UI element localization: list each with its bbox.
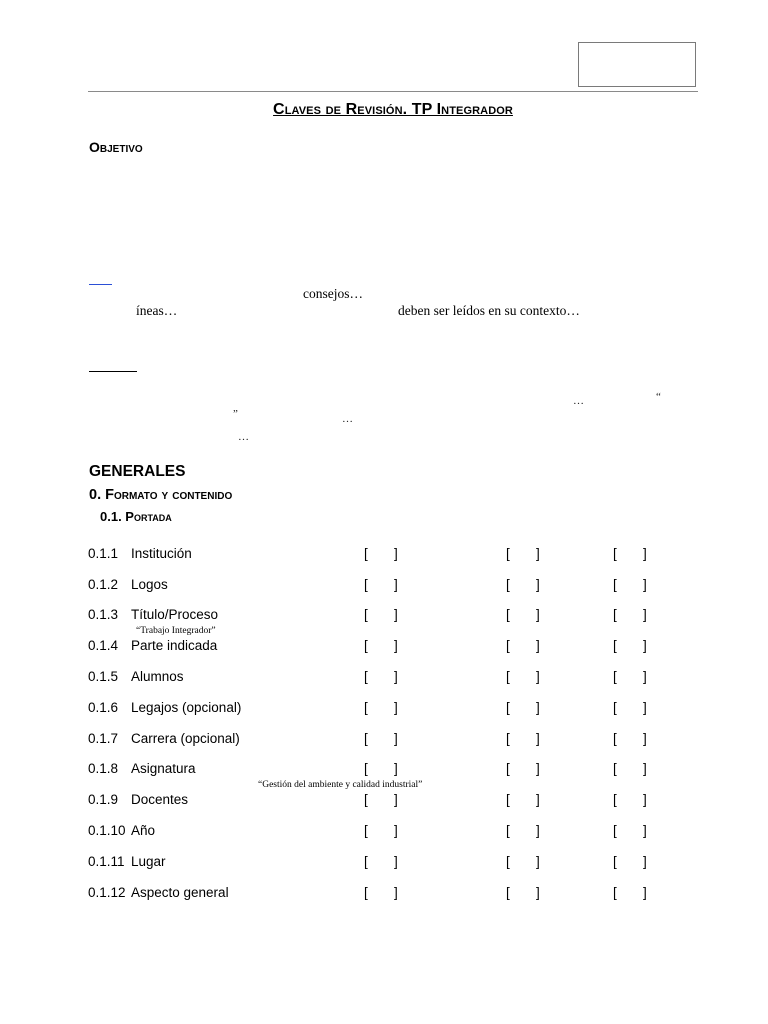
checklist-row xyxy=(0,823,768,845)
underline-mark xyxy=(89,371,137,372)
row-label: Docentes xyxy=(131,792,189,807)
check-box-2[interactable]: [ ] xyxy=(506,854,540,869)
check-box-3[interactable]: [ ] xyxy=(613,700,647,715)
check-box-1[interactable]: [ ] xyxy=(364,792,398,807)
check-box-3[interactable]: [ ] xyxy=(613,669,647,684)
fragment-ellipsis-a: … xyxy=(573,395,584,407)
check-box-2[interactable]: [ ] xyxy=(506,700,540,715)
row-label: Título/Proceso xyxy=(131,607,219,622)
row-number: 0.1.11 xyxy=(88,854,125,869)
section-formato: 0. Formato y contenido xyxy=(89,487,233,503)
check-box-1[interactable]: [ ] xyxy=(364,607,398,622)
row-number: 0.1.9 xyxy=(88,792,119,807)
checklist-row xyxy=(0,638,768,660)
row-label: Institución xyxy=(131,546,192,561)
check-box-2[interactable]: [ ] xyxy=(506,607,540,622)
fragment-ellipsis-b: … xyxy=(342,413,353,425)
check-box-2[interactable]: [ ] xyxy=(506,669,540,684)
row-number: 0.1.2 xyxy=(88,577,119,592)
header-box xyxy=(578,42,696,87)
row-label: Asignatura xyxy=(131,761,196,776)
link-underline[interactable] xyxy=(89,284,112,285)
note-gestion-ambiente: “Gestión del ambiente y calidad industrial” xyxy=(258,780,423,790)
row-number: 0.1.10 xyxy=(88,823,126,838)
check-box-3[interactable]: [ ] xyxy=(613,577,647,592)
checklist-row xyxy=(0,669,768,691)
row-number: 0.1.6 xyxy=(88,700,119,715)
checklist-row xyxy=(0,854,768,876)
checklist-row xyxy=(0,731,768,753)
row-label: Carrera (opcional) xyxy=(131,731,240,746)
row-number: 0.1.12 xyxy=(88,885,126,900)
check-box-2[interactable]: [ ] xyxy=(506,731,540,746)
checklist-row xyxy=(0,700,768,722)
section-portada: 0.1. Portada xyxy=(100,509,172,524)
check-box-3[interactable]: [ ] xyxy=(613,885,647,900)
check-box-1[interactable]: [ ] xyxy=(364,823,398,838)
check-box-1[interactable]: [ ] xyxy=(364,669,398,684)
check-box-1[interactable]: [ ] xyxy=(364,854,398,869)
check-box-3[interactable]: [ ] xyxy=(613,823,647,838)
fragment-open-quote: “ xyxy=(656,391,661,403)
check-box-1[interactable]: [ ] xyxy=(364,700,398,715)
fragment-close-quote: ” xyxy=(233,408,238,420)
check-box-2[interactable]: [ ] xyxy=(506,546,540,561)
check-box-1[interactable]: [ ] xyxy=(364,731,398,746)
check-box-2[interactable]: [ ] xyxy=(506,638,540,653)
note-trabajo-integrador: “Trabajo Integrador” xyxy=(136,626,216,636)
section-generales: GENERALES xyxy=(89,463,186,480)
check-box-2[interactable]: [ ] xyxy=(506,792,540,807)
check-box-2[interactable]: [ ] xyxy=(506,823,540,838)
section-objetivo: Objetivo xyxy=(89,139,143,155)
check-box-2[interactable]: [ ] xyxy=(506,577,540,592)
checklist-row xyxy=(0,885,768,907)
document-title: Claves de Revisión. TP Integrador xyxy=(273,101,513,118)
row-number: 0.1.7 xyxy=(88,731,119,746)
row-label: Lugar xyxy=(131,854,166,869)
check-box-2[interactable]: [ ] xyxy=(506,885,540,900)
check-box-3[interactable]: [ ] xyxy=(613,854,647,869)
check-box-1[interactable]: [ ] xyxy=(364,761,398,776)
row-number: 0.1.5 xyxy=(88,669,119,684)
check-box-1[interactable]: [ ] xyxy=(364,885,398,900)
check-box-3[interactable]: [ ] xyxy=(613,607,647,622)
row-number: 0.1.4 xyxy=(88,638,119,653)
check-box-2[interactable]: [ ] xyxy=(506,761,540,776)
row-number: 0.1.3 xyxy=(88,607,119,622)
header-rule xyxy=(88,91,698,92)
fragment-lineas: íneas… xyxy=(136,303,178,318)
check-box-3[interactable]: [ ] xyxy=(613,792,647,807)
fragment-leidos: deben ser leídos en su contexto… xyxy=(398,303,580,318)
check-box-3[interactable]: [ ] xyxy=(613,761,647,776)
row-label: Parte indicada xyxy=(131,638,218,653)
row-label: Año xyxy=(131,823,156,838)
check-box-1[interactable]: [ ] xyxy=(364,638,398,653)
check-box-1[interactable]: [ ] xyxy=(364,577,398,592)
fragment-ellipsis-c: … xyxy=(238,431,249,443)
row-number: 0.1.1 xyxy=(88,546,119,561)
checklist-row xyxy=(0,792,768,814)
check-box-3[interactable]: [ ] xyxy=(613,638,647,653)
row-label: Legajos (opcional) xyxy=(131,700,242,715)
row-number: 0.1.8 xyxy=(88,761,119,776)
row-label: Logos xyxy=(131,577,168,592)
check-box-3[interactable]: [ ] xyxy=(613,546,647,561)
checklist-row xyxy=(0,607,768,629)
fragment-consejos: consejos… xyxy=(303,286,363,301)
row-label: Alumnos xyxy=(131,669,184,684)
checklist-row xyxy=(0,546,768,568)
row-label: Aspecto general xyxy=(131,885,229,900)
check-box-1[interactable]: [ ] xyxy=(364,546,398,561)
checklist-row xyxy=(0,577,768,599)
check-box-3[interactable]: [ ] xyxy=(613,731,647,746)
